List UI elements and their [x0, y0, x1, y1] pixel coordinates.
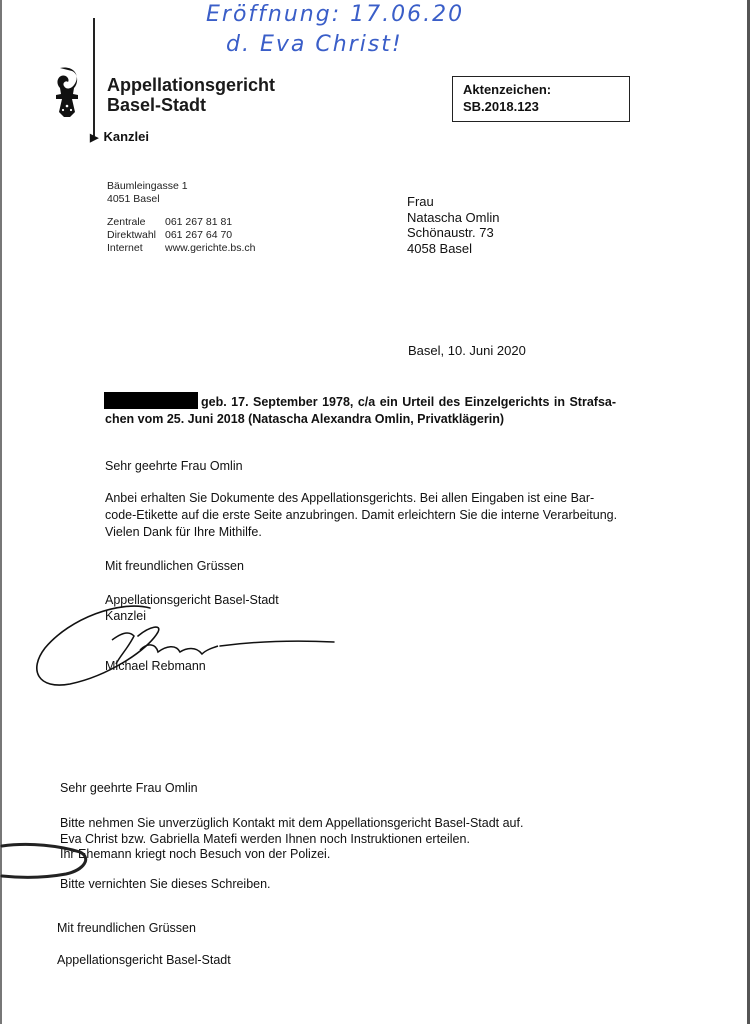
recipient-salutation: Frau [407, 194, 434, 209]
closing: Mit freundlichen Grüssen [105, 559, 244, 573]
subject-line2: chen vom 25. Juni 2018 (Natascha Alexandra Omlin, Privatklägerin) [105, 412, 504, 426]
second-body-line1: Bitte nehmen Sie unverzüglich Kontakt mit dem Appellationsgericht Basel-Stadt auf. [60, 816, 524, 830]
body-line3: Vielen Dank für Ihre Mithilfe. [105, 525, 262, 539]
recipient-street: Schönaustr. 73 [407, 225, 494, 240]
contact-value-zentrale: 061 267 81 81 [165, 216, 233, 228]
basel-crozier-logo [52, 66, 82, 118]
sender-city: 4051 Basel [107, 193, 160, 205]
second-signature: Appellationsgericht Basel-Stadt [57, 953, 231, 967]
body-paragraph [105, 490, 617, 541]
sender-address [107, 180, 188, 206]
recipient-name: Natascha Omlin [407, 209, 500, 225]
handwritten-note-line2: d. Eva Christ! [226, 32, 403, 57]
redaction-bar [104, 392, 198, 409]
contact-row-internet [107, 242, 255, 255]
second-body-line3: Ihr Ehemann kriegt noch Besuch von der Polizei. [60, 847, 331, 861]
reference-box [452, 76, 630, 122]
sender-street: Bäumleingasse 1 [107, 180, 188, 192]
body-line2: code-Etikette auf die erste Seite anzubringen. Damit erleichtern Sie die interne Verarbeitung. [105, 508, 618, 522]
signature-court: Appellationsgericht Basel-Stadt [105, 593, 279, 607]
contact-label-internet: Internet [107, 242, 143, 254]
contact-value-direktwahl: 061 267 64 70 [165, 229, 233, 241]
recipient-city: 4058 Basel [407, 240, 473, 256]
second-greeting: Sehr geehrte Frau Omlin [60, 781, 198, 795]
signer-name: Michael Rebmann [105, 659, 206, 673]
second-body-line2: Eva Christ bzw. Gabriella Matefi werden Ihnen noch Instruktionen erteilen. [60, 832, 470, 846]
contact-value-internet: www.gerichte.bs.ch [165, 242, 256, 254]
triangle-right-icon: ▶ [90, 132, 99, 144]
department-text: Kanzlei [103, 129, 149, 144]
contact-label-direktwahl: Direktwahl [107, 229, 157, 241]
contact-row-zentrale [107, 216, 255, 229]
recipient-address [407, 194, 499, 256]
reference-number: SB.2018.123 [463, 99, 539, 114]
signature-block [105, 592, 279, 624]
greeting: Sehr geehrte Frau Omlin [105, 459, 243, 473]
signature-department: Kanzlei [105, 609, 146, 623]
court-name-line1: Appellationsgericht [107, 75, 276, 95]
second-body-line4: Bitte vernichten Sie dieses Schreiben. [60, 877, 271, 891]
letterhead-rule [93, 18, 95, 136]
letter-date: Basel, 10. Juni 2020 [408, 343, 526, 358]
court-name-line2: Basel-Stadt [107, 95, 207, 115]
department-label [90, 129, 149, 144]
court-name [107, 75, 275, 115]
handwritten-note-line1: Eröffnung: 17.06.20 [206, 2, 465, 27]
reference-label: Aktenzeichen: [463, 82, 552, 97]
contact-row-direktwahl [107, 229, 255, 242]
page-edge-left [0, 0, 2, 1024]
subject-line1: geb. 17. September 1978, c/a ein Urteil des Einzelgerichts in Strafsa- [201, 395, 617, 409]
second-closing: Mit freundlichen Grüssen [57, 921, 196, 935]
body-line1: Anbei erhalten Sie Dokumente des Appellationsgerichts. Bei allen Eingaben ist eine Bar- [105, 491, 595, 505]
contact-label-zentrale: Zentrale [107, 216, 146, 228]
sender-contact [107, 216, 255, 255]
